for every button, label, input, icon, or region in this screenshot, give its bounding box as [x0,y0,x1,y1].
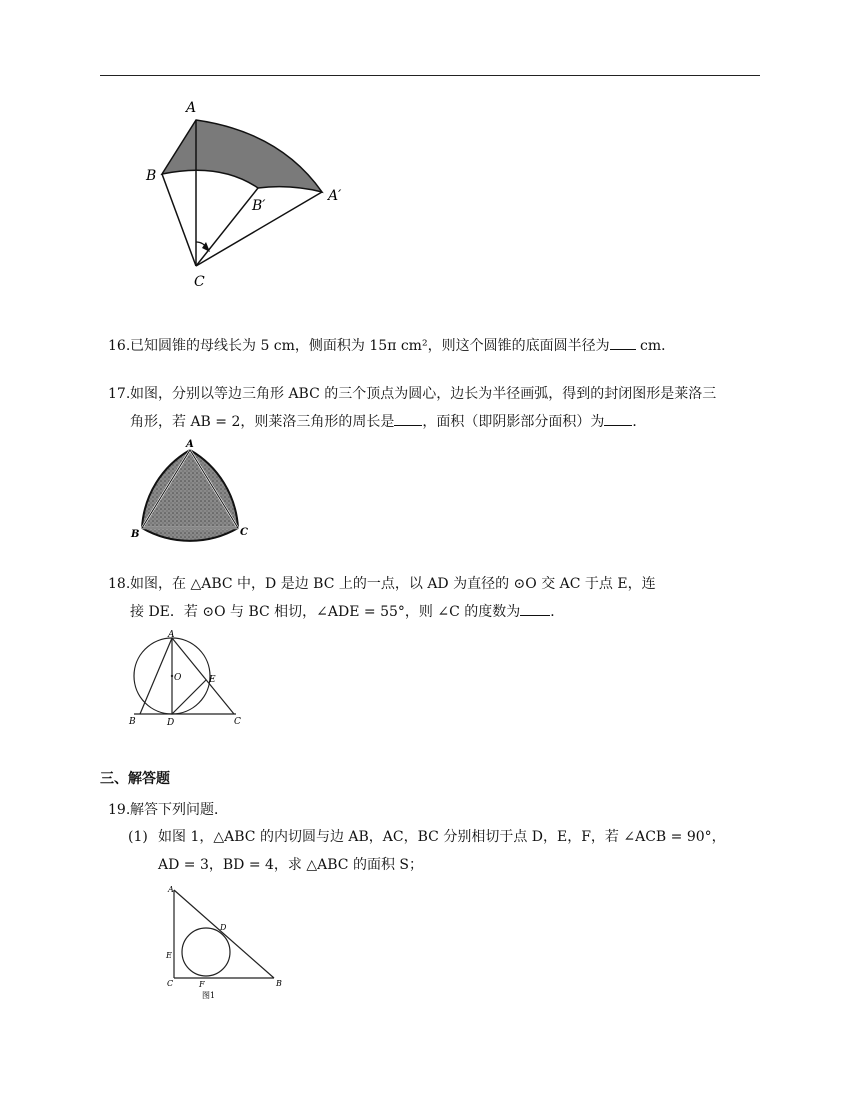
question-text-line2c: ． [632,414,647,430]
fig15-label-B2: B′ [252,198,266,214]
question-text-line2b: ． [550,604,565,620]
answer-blank[interactable] [610,335,636,350]
question-number: 16. [108,338,131,354]
fig19-label-E: E [166,951,172,960]
question-text-line2b: ，面积（即阴影部分面积）为 [422,414,605,430]
question-number: 19. [108,802,131,818]
fig18-label-C: C [234,717,241,727]
question-16 [108,332,763,360]
question-number: 18. [108,576,131,592]
fig18-label-O: O [174,673,182,683]
section-heading: 三、解答题 [100,771,170,787]
part-text-line2: AD = 3，BD = 4，求 △ABC 的面积 S； [158,857,424,873]
part-text-line1: 如图 1，△ABC 的内切圆与边 AB，AC，BC 分别相切于点 D，E，F，若 ∠ACB = 90°， [158,829,726,845]
fig15-shaded-region [162,120,322,192]
fig17-label-A: A [186,439,194,450]
fig15-label-A2: A′ [328,188,342,204]
question-text-line1: 如图，在 △ABC 中，D 是边 BC 上的一点，以 AD 为直径的 ⊙O 交 AC 于点 E，连 [130,576,656,592]
fig17-label-C: C [240,527,248,538]
question-text-line1: 如图，分别以等边三角形 ABC 的三个顶点为圆心，边长为半径画弧，得到的封闭图形是莱洛三 [130,386,717,402]
question-19 [108,796,763,824]
fig19-label-C: C [167,979,174,988]
answer-blank-perimeter[interactable] [394,411,422,426]
fig15-label-A: A [186,100,197,116]
fig18-label-D: D [167,718,175,728]
fig17-label-B: B [131,529,140,540]
fig19-label-B: B [276,979,282,988]
fig18-label-E: E [209,675,216,685]
fig15-label-C: C [194,274,205,290]
answer-blank[interactable] [520,601,550,616]
question-text: 解答下列问题． [130,802,228,818]
question-17 [108,380,763,436]
fig19-incircle-figure [162,884,292,1004]
fig18-label-B: B [129,717,136,727]
header-rule [100,75,760,76]
question-text-line2a: 接 DE．若 ⊙O 与 BC 相切，∠ADE = 55°，则 ∠C 的度数为 [130,604,521,620]
question-number: 17. [108,386,131,402]
answer-blank-area[interactable] [604,411,632,426]
fig19-label-D: D [220,923,227,932]
fig17-reuleaux-triangle [128,436,252,544]
question-tail: cm． [635,338,676,354]
part-label: (1) [128,829,148,845]
fig15-sector-figure [140,92,360,292]
fig15-label-B: B [146,168,157,184]
fig19-caption: 图1 [202,991,216,1000]
question-18 [108,570,763,626]
question-text-line2a: 角形，若 AB = 2，则莱洛三角形的周长是 [130,414,395,430]
fig18-circle-triangle [124,628,254,728]
question-text: 已知圆锥的母线长为 5 cm，侧面积为 15π cm²，则这个圆锥的底面圆半径为 [130,338,610,354]
fig18-label-A: A [168,630,175,640]
question-19-part-1 [128,823,768,879]
fig19-label-A: A [168,885,174,894]
fig19-label-F: F [199,980,205,989]
